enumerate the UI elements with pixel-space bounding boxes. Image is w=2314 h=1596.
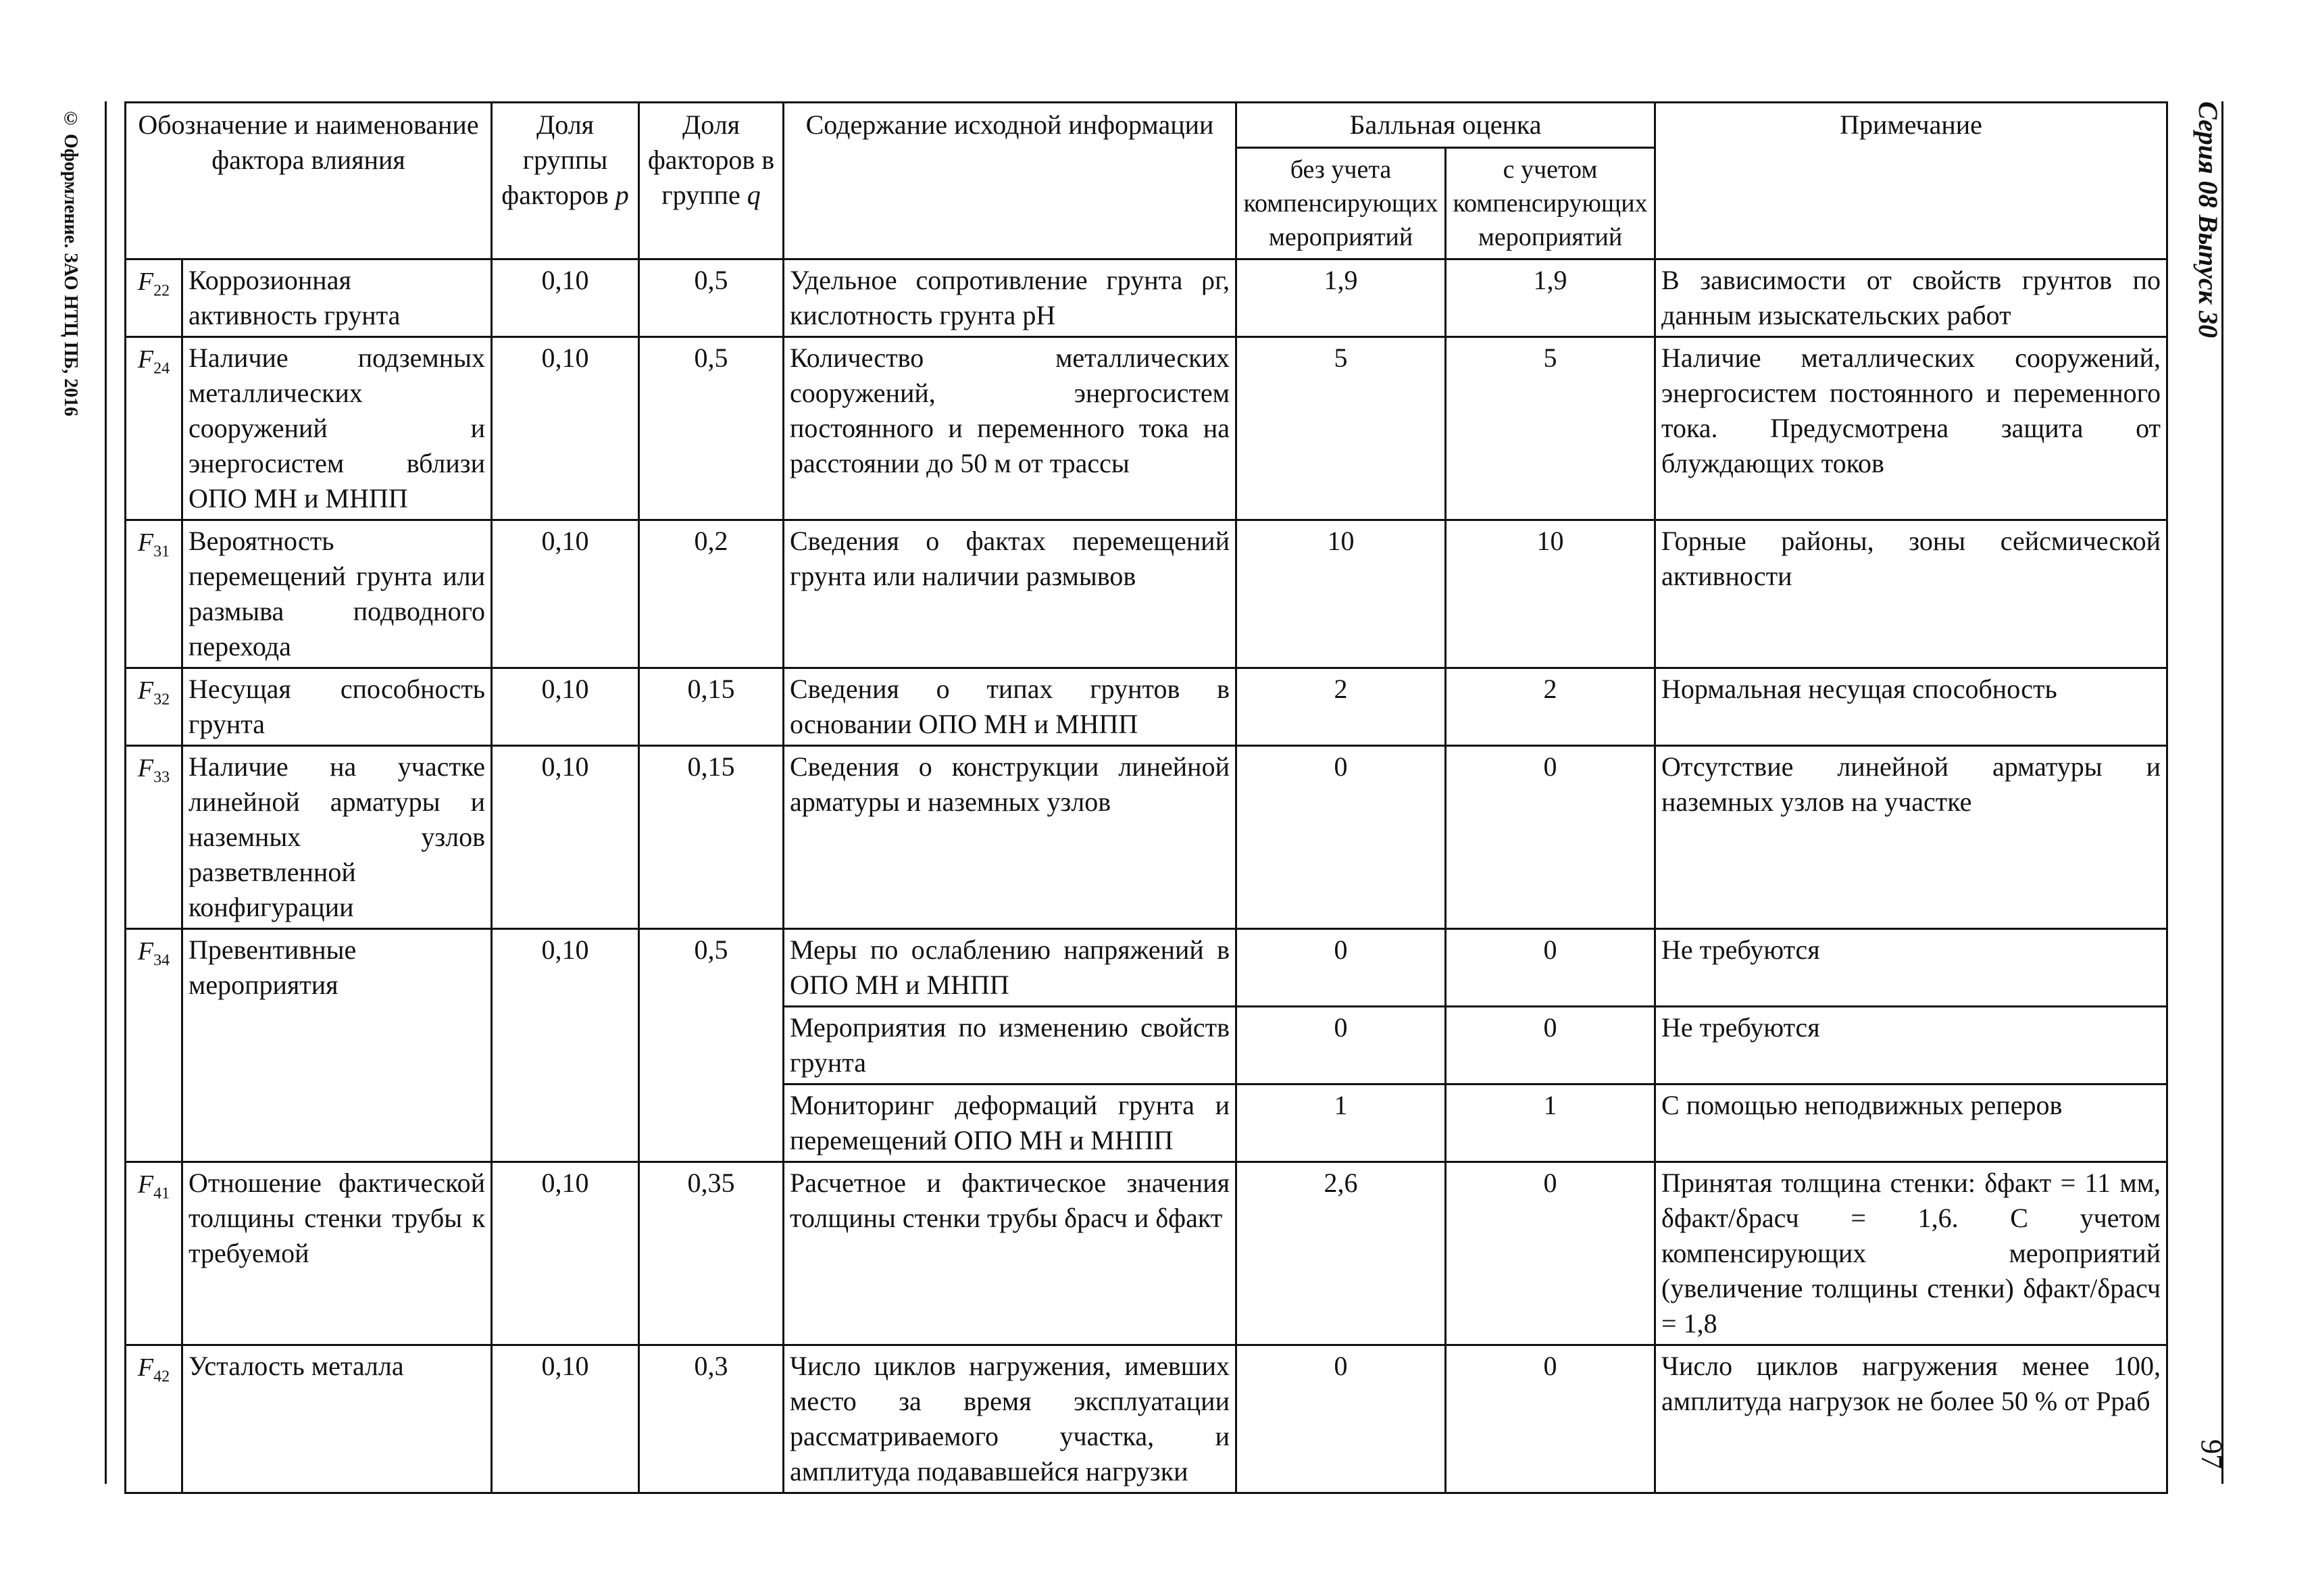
score-with: 0 [1446,929,1655,1007]
note-text: Число циклов нагружения менее 100, амплитуда нагрузок не более 50 % от Pраб [1655,1345,2167,1493]
factor-name: Наличие на участке линейной арматуры и наземных узлов разветвленной конфигурации [182,746,492,929]
factor-share-value: 0,15 [639,668,784,746]
score-with: 0 [1446,746,1655,929]
info-text: Сведения о конструкции линейной арматуры и наземных узлов [784,746,1236,929]
score-with: 0 [1446,1007,1655,1084]
note-text: Нормальная несущая способность [1655,668,2167,746]
factor-code: $F_{32}$ [126,668,182,746]
header-factor-share: Доля факторов в группе q [639,103,784,259]
table-row [126,337,2167,520]
score-with: 2 [1446,668,1655,746]
score-with: 0 [1446,1345,1655,1493]
info-text: Удельное сопротивление грунта ρг, кислотность грунта pH [784,259,1236,337]
table-row [126,668,2167,746]
info-text: Количество металлических сооружений, энергосистем постоянного и переменного тока на расстоянии до 50 м от трассы [784,337,1236,520]
table-row [126,1162,2167,1345]
factor-share-value: 0,15 [639,746,784,929]
group-share-value: 0,10 [492,337,639,520]
factor-name: Вероятность перемещений грунта или размыва подводного перехода [182,520,492,668]
group-share-value: 0,10 [492,259,639,337]
score-with: 5 [1446,337,1655,520]
score-with: 1 [1446,1084,1655,1162]
factor-name: Коррозионная активность грунта [182,259,492,337]
factor-code: $F_{31}$ [126,520,182,668]
note-text: Не требуются [1655,929,2167,1007]
score-without: 2 [1236,668,1446,746]
factor-code: $F_{24}$ [126,337,182,520]
factor-share-value: 0,35 [639,1162,784,1345]
factor-code: $F_{34}$ [126,929,182,1162]
note-text: Отсутствие линейной арматуры и наземных узлов на участке [1655,746,2167,929]
left-margin-rule [105,101,107,1484]
group-share-value: 0,10 [492,929,639,1162]
group-share-value: 0,10 [492,520,639,668]
info-text: Мероприятия по изменению свойств грунта [784,1007,1236,1084]
page-number: 97 [2195,1439,2228,1469]
score-without: 5 [1236,337,1446,520]
score-without: 1 [1236,1084,1446,1162]
header-info: Содержание исходной информации [784,103,1236,259]
header-factor: Обозначение и наименование фактора влияния [126,103,492,259]
note-text: В зависимости от свойств грунтов по данным изыскательских работ [1655,259,2167,337]
factor-share-value: 0,3 [639,1345,784,1493]
score-without: 10 [1236,520,1446,668]
info-text: Мониторинг деформаций грунта и перемещений ОПО МН и МНПП [784,1084,1236,1162]
factor-code: $F_{41}$ [126,1162,182,1345]
header-score-with: с учетом компенсирующих мероприятий [1446,148,1655,259]
note-text: С помощью неподвижных реперов [1655,1084,2167,1162]
header-score: Балльная оценка [1236,103,1655,148]
header-score-without: без учета компенсирующих мероприятий [1236,148,1446,259]
table-row [126,520,2167,668]
score-without: 0 [1236,746,1446,929]
note-text: Не требуются [1655,1007,2167,1084]
factor-name: Отношение фактической толщины стенки трубы к требуемой [182,1162,492,1345]
header-group-share: Доля группы факторов p [492,103,639,259]
note-text: Горные районы, зоны сейсмической активности [1655,520,2167,668]
header-note: Примечание [1655,103,2167,259]
group-share-value: 0,10 [492,1162,639,1345]
score-with: 1,9 [1446,259,1655,337]
factor-code: $F_{33}$ [126,746,182,929]
factor-name: Усталость металла [182,1345,492,1493]
factors-table [124,101,2168,1494]
score-without: 1,9 [1236,259,1446,337]
copyright-notice: © Оформление. ЗАО НТЦ ПБ, 2016 [60,108,81,417]
score-with: 0 [1446,1162,1655,1345]
factor-share-value: 0,5 [639,259,784,337]
note-text: Принятая толщина стенки: δфакт = 11 мм, δфакт/δрасч = 1,6. С учетом компенсирующих мероприятий (увеличение толщины стенки) δфакт/δрасч = 1,8 [1655,1162,2167,1345]
score-without: 0 [1236,1007,1446,1084]
table-row [126,929,2167,1007]
factor-share-value: 0,2 [639,520,784,668]
note-text: Наличие металлических сооружений, энергосистем постоянного и переменного тока. Предусмотрена защита от блуждающих токов [1655,337,2167,520]
series-label: Серия 08 Выпуск 30 [2193,101,2223,339]
group-share-value: 0,10 [492,746,639,929]
factor-code: $F_{22}$ [126,259,182,337]
score-without: 2,6 [1236,1162,1446,1345]
info-text: Меры по ослаблению напряжений в ОПО МН и МНПП [784,929,1236,1007]
info-text: Сведения о фактах перемещений грунта или наличии размывов [784,520,1236,668]
table-row [126,1345,2167,1493]
table-row [126,746,2167,929]
score-without: 0 [1236,1345,1446,1493]
factor-name: Несущая способность грунта [182,668,492,746]
info-text: Число циклов нагружения, имевших место за время эксплуатации рассматриваемого участка, и амплитуда подававшейся нагрузки [784,1345,1236,1493]
info-text: Расчетное и фактическое значения толщины стенки трубы δрасч и δфакт [784,1162,1236,1345]
table-row [126,259,2167,337]
factor-name: Наличие подземных металлических сооружений и энергосистем вблизи ОПО МН и МНПП [182,337,492,520]
score-with: 10 [1446,520,1655,668]
factor-share-value: 0,5 [639,337,784,520]
factor-share-value: 0,5 [639,929,784,1162]
factor-name: Превентивные мероприятия [182,929,492,1162]
info-text: Сведения о типах грунтов в основании ОПО МН и МНПП [784,668,1236,746]
score-without: 0 [1236,929,1446,1007]
group-share-value: 0,10 [492,668,639,746]
group-share-value: 0,10 [492,1345,639,1493]
factor-code: $F_{42}$ [126,1345,182,1493]
